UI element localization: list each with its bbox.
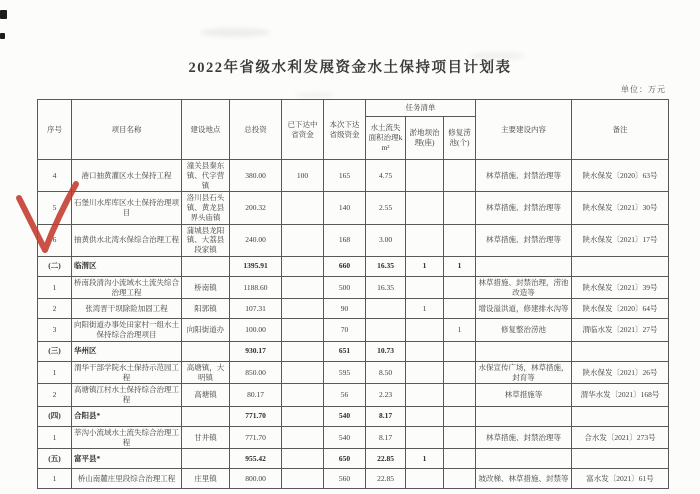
- cell-dam: [406, 469, 444, 489]
- cell-name: 石堡川水库库区水土保持治理项目: [72, 192, 182, 224]
- header-investment: 总投资: [230, 100, 282, 160]
- table-row: [38, 224, 669, 256]
- cell-name: 港口抽黄灌区水土保持工程: [72, 160, 182, 192]
- cell-seq: 2: [38, 299, 72, 319]
- cell-location: 蒲城县龙阳镇、大荔县段家镇: [182, 224, 230, 256]
- cell-investment: 771.70: [230, 426, 282, 449]
- cell-area: 8.50: [366, 361, 406, 384]
- cell-area: 2.23: [366, 384, 406, 407]
- cell-investment: 850.00: [230, 361, 282, 384]
- cell-investment: 80.17: [230, 384, 282, 407]
- table-row: [38, 449, 669, 469]
- table-row: [38, 406, 669, 426]
- table-row: [38, 192, 669, 224]
- cell-name: 华州区: [72, 341, 182, 361]
- header-location: 建设地点: [182, 100, 230, 160]
- header-issued-funds: 已下达中省资金: [282, 100, 324, 160]
- cell-provincial: 595: [324, 361, 366, 384]
- cell-investment: 240.00: [230, 224, 282, 256]
- cell-seq: 1: [38, 469, 72, 489]
- cell-issued: [282, 192, 324, 224]
- cell-remark: 渭华水发〔2021〕168号: [572, 384, 669, 407]
- cell-pond: [444, 406, 476, 426]
- cell-area: 3.00: [366, 224, 406, 256]
- cell-pond: [444, 361, 476, 384]
- cell-seq: 5: [38, 192, 72, 224]
- cell-remark: 陕水保发〔2020〕64号: [572, 299, 669, 319]
- cell-investment: 800.00: [230, 469, 282, 489]
- cell-pond: [444, 192, 476, 224]
- scan-smudge: [470, 52, 525, 60]
- cell-issued: [282, 276, 324, 299]
- cell-seq: (三): [38, 341, 72, 361]
- cell-remark: 渭临水发〔2021〕27号: [572, 319, 669, 342]
- cell-name: 向阳街道办事处田家村一组水土保持综合治理项目: [72, 319, 182, 342]
- cell-investment: 1395.91: [230, 256, 282, 276]
- header-remark: 备注: [572, 100, 669, 160]
- cell-area: 4.75: [366, 160, 406, 192]
- cell-provincial: 560: [324, 469, 366, 489]
- cell-pond: [444, 224, 476, 256]
- cell-issued: 100: [282, 160, 324, 192]
- cell-location: [182, 406, 230, 426]
- cell-dam: 1: [406, 256, 444, 276]
- cell-investment: 100.00: [230, 319, 282, 342]
- cell-location: 甘井镇: [182, 426, 230, 449]
- cell-provincial: 660: [324, 256, 366, 276]
- cell-location: 庄里镇: [182, 469, 230, 489]
- cell-issued: [282, 299, 324, 319]
- cell-location: [182, 449, 230, 469]
- cell-issued: [282, 361, 324, 384]
- header-task-pond: 修复涝池(个): [444, 117, 476, 160]
- cell-issued: [282, 406, 324, 426]
- cell-dam: [406, 192, 444, 224]
- cell-dam: [406, 160, 444, 192]
- cell-provincial: 651: [324, 341, 366, 361]
- cell-dam: [406, 426, 444, 449]
- cell-location: 高塘镇，大明镇: [182, 361, 230, 384]
- cell-area: 10.73: [366, 341, 406, 361]
- scan-smudge: [295, 92, 335, 98]
- table-row: [38, 160, 669, 192]
- cell-location: 向阳街道办: [182, 319, 230, 342]
- cell-investment: 1188.60: [230, 276, 282, 299]
- cell-investment: 955.42: [230, 449, 282, 469]
- cell-content: [476, 449, 572, 469]
- cell-remark: 富水发〔2021〕61号: [572, 469, 669, 489]
- cell-area: 8.17: [366, 406, 406, 426]
- cell-location: 洛川县石头镇、黄龙县界头庙镇: [182, 192, 230, 224]
- cell-name: 桥山南麓庄里段综合治理工程: [72, 469, 182, 489]
- cell-remark: 陕水保发〔2021〕39号: [572, 276, 669, 299]
- cell-dam: [406, 319, 444, 342]
- cell-dam: 1: [406, 449, 444, 469]
- cell-area: [366, 299, 406, 319]
- cell-pond: 1: [444, 256, 476, 276]
- cell-content: 林草措施、封禁治理等: [476, 160, 572, 192]
- cell-dam: [406, 384, 444, 407]
- cell-investment: 380.00: [230, 160, 282, 192]
- header-provincial-funds: 本次下达省级资金: [324, 100, 366, 160]
- cell-location: [182, 256, 230, 276]
- cell-area: 16.35: [366, 276, 406, 299]
- cell-issued: [282, 341, 324, 361]
- scan-smudge: [200, 28, 270, 37]
- cell-provincial: 165: [324, 160, 366, 192]
- cell-content: 林草措施、封禁治理等: [476, 426, 572, 449]
- cell-remark: 陕水保发〔2020〕63号: [572, 160, 669, 192]
- cell-issued: [282, 469, 324, 489]
- table-row: [38, 299, 669, 319]
- cell-seq: 1: [38, 426, 72, 449]
- cell-area: 16.35: [366, 256, 406, 276]
- cell-pond: [444, 469, 476, 489]
- header-task-group: 任务清单: [366, 100, 476, 117]
- cell-investment: 200.32: [230, 192, 282, 224]
- cell-pond: [444, 160, 476, 192]
- cell-remark: [572, 406, 669, 426]
- table-header: [38, 100, 669, 160]
- cell-location: [182, 341, 230, 361]
- cell-pond: [444, 449, 476, 469]
- cell-issued: [282, 426, 324, 449]
- cell-investment: 771.70: [230, 406, 282, 426]
- cell-issued: [282, 256, 324, 276]
- cell-name: 桥南段清沟小流域水土流失综合治理工程: [72, 276, 182, 299]
- cell-content: [476, 406, 572, 426]
- project-plan-table: [37, 99, 669, 489]
- cell-seq: 6: [38, 224, 72, 256]
- cell-name: 抽黄供水北湾水保综合治理工程: [72, 224, 182, 256]
- cell-provincial: 168: [324, 224, 366, 256]
- cell-provincial: 70: [324, 319, 366, 342]
- cell-investment: 107.31: [230, 299, 282, 319]
- table-body: [38, 160, 669, 489]
- cell-remark: [572, 256, 669, 276]
- cell-seq: 3: [38, 319, 72, 342]
- cell-provincial: 140: [324, 192, 366, 224]
- cell-pond: [444, 299, 476, 319]
- cell-location: 阳郭镇: [182, 299, 230, 319]
- cell-remark: 陕水保发〔2021〕30号: [572, 192, 669, 224]
- cell-content: 水保宣传广场，林草措施，封育等: [476, 361, 572, 384]
- cell-issued: [282, 224, 324, 256]
- cell-content: 林草措施、封禁治理等: [476, 224, 572, 256]
- header-task-dam: 淤地坝治理(座): [406, 117, 444, 160]
- cell-seq: 4: [38, 160, 72, 192]
- cell-seq: (二): [38, 256, 72, 276]
- cell-issued: [282, 449, 324, 469]
- scan-artifact: [0, 10, 7, 19]
- cell-pond: 1: [444, 319, 476, 342]
- table-row: [38, 361, 669, 384]
- cell-area: 2.55: [366, 192, 406, 224]
- cell-seq: 1: [38, 361, 72, 384]
- cell-pond: [444, 384, 476, 407]
- cell-issued: [282, 384, 324, 407]
- cell-seq: 1: [38, 276, 72, 299]
- cell-name: 张湾晋干坝除险加固工程: [72, 299, 182, 319]
- cell-area: 22.85: [366, 469, 406, 489]
- header-task-area: 水土流失面积治理km²: [366, 117, 406, 160]
- header-main-content: 主要建设内容: [476, 100, 572, 160]
- cell-provincial: 650: [324, 449, 366, 469]
- cell-provincial: 500: [324, 276, 366, 299]
- cell-provincial: 540: [324, 406, 366, 426]
- cell-remark: 陕水保发〔2021〕17号: [572, 224, 669, 256]
- table-row: [38, 384, 669, 407]
- header-project-name: 项目名称: [72, 100, 182, 160]
- scan-artifact: [0, 33, 5, 39]
- cell-dam: 1: [406, 299, 444, 319]
- cell-remark: 合水发〔2021〕273号: [572, 426, 669, 449]
- table-row: [38, 319, 669, 342]
- cell-remark: 陕水保发〔2021〕26号: [572, 361, 669, 384]
- cell-location: 潼关县秦东镇、代字营镇: [182, 160, 230, 192]
- cell-content: 林草措施、封禁治理，涝池改造等: [476, 276, 572, 299]
- cell-name: 临渭区: [72, 256, 182, 276]
- cell-provincial: 90: [324, 299, 366, 319]
- cell-seq: 2: [38, 384, 72, 407]
- header-seq: 序号: [38, 100, 72, 160]
- table-row: [38, 256, 669, 276]
- cell-name: 高塘镇江村水土保持综合治理工程: [72, 384, 182, 407]
- cell-content: 修复整治涝池: [476, 319, 572, 342]
- cell-pond: [444, 276, 476, 299]
- page-title: 2022年省级水利发展资金水土保持项目计划表: [188, 60, 512, 76]
- cell-remark: [572, 449, 669, 469]
- cell-dam: [406, 341, 444, 361]
- cell-seq: (五): [38, 449, 72, 469]
- cell-dam: [406, 276, 444, 299]
- cell-dam: [406, 361, 444, 384]
- cell-provincial: 56: [324, 384, 366, 407]
- cell-name: 莘沟小流域水土流失综合治理工程: [72, 426, 182, 449]
- cell-name: 富平县*: [72, 449, 182, 469]
- cell-pond: [444, 426, 476, 449]
- cell-content: 增设溢洪道，修建排水沟等: [476, 299, 572, 319]
- cell-dam: [406, 224, 444, 256]
- cell-content: [476, 256, 572, 276]
- cell-area: 22.85: [366, 449, 406, 469]
- cell-area: [366, 319, 406, 342]
- table-row: [38, 469, 669, 489]
- cell-content: 坡改梯、林草措施、封禁等: [476, 469, 572, 489]
- cell-remark: [572, 341, 669, 361]
- cell-name: 合阳县*: [72, 406, 182, 426]
- cell-seq: (四): [38, 406, 72, 426]
- cell-location: 高塘镇: [182, 384, 230, 407]
- table-row: [38, 426, 669, 449]
- cell-content: 林草措施等: [476, 384, 572, 407]
- unit-note: 单位：万元: [621, 85, 666, 94]
- cell-issued: [282, 319, 324, 342]
- cell-location: 桥南镇: [182, 276, 230, 299]
- cell-pond: [444, 341, 476, 361]
- cell-name: 渭华干部学院水土保持示范园工程: [72, 361, 182, 384]
- cell-investment: 930.17: [230, 341, 282, 361]
- cell-content: [476, 341, 572, 361]
- table-row: [38, 276, 669, 299]
- cell-content: 林草措施、封禁治理等: [476, 192, 572, 224]
- cell-provincial: 540: [324, 426, 366, 449]
- table-row: [38, 341, 669, 361]
- cell-area: 8.17: [366, 426, 406, 449]
- cell-dam: [406, 406, 444, 426]
